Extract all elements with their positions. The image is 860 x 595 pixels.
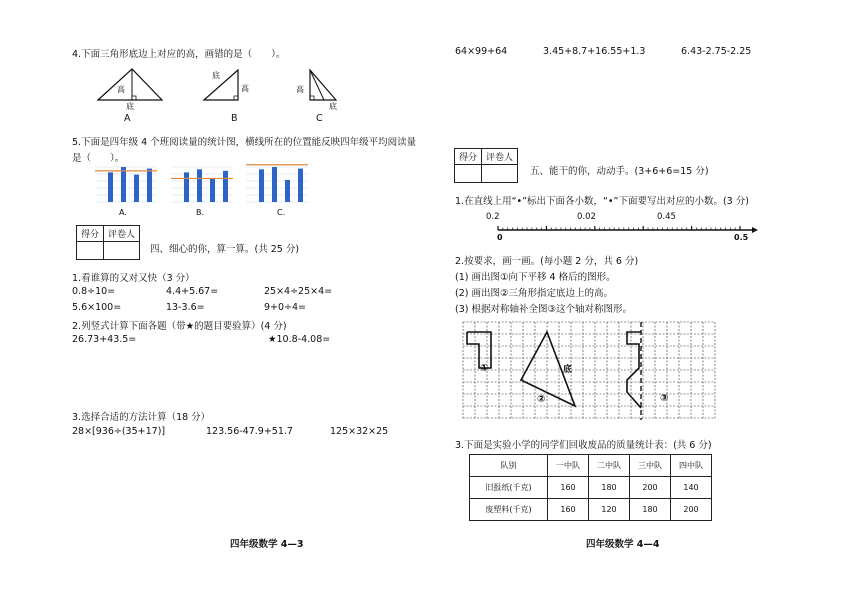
q1-title: 1.看谁算的又对又快（3 分） (72, 273, 195, 284)
r-q3-title: 3.下面是实验小学的同学们回收废品的质量统计表：(共 6 分) (455, 440, 712, 451)
bar (285, 180, 290, 202)
triangle-b-base-label: 底 (212, 71, 220, 80)
table-row (470, 477, 712, 499)
calc-item: 64×99+64 (455, 46, 508, 57)
bar (184, 172, 189, 202)
table-header-row (470, 455, 712, 477)
score-label: 得分 (77, 226, 104, 242)
q3-title: 3.选择合适的方法计算（18 分） (72, 412, 211, 423)
q5-choice-a: A. (119, 208, 127, 217)
triangle-a-base-label: 底 (126, 102, 134, 111)
triangle-a-figure (96, 66, 166, 106)
q1-item: 5.6×100= (72, 302, 122, 313)
r-q2-item: (3) 根据对称轴补全图③这个轴对称图形。 (455, 304, 632, 315)
numberline-start: 0 (497, 233, 503, 242)
axis-arrow (752, 227, 758, 233)
fig2-label: ② (537, 394, 546, 405)
table-cell: 180 (589, 477, 630, 499)
row-label: 旧报纸(千克) (470, 477, 548, 499)
bar-chart-a (95, 164, 157, 202)
q4-text: 4.下面三角形底边上对应的高，画错的是（ ）。 (72, 49, 286, 60)
table-cell: 120 (589, 499, 630, 521)
grader-label: 评卷人 (104, 226, 140, 242)
q5-line1: 5.下面是四年级 4 个班阅读量的统计图，横线所在的位置能反映四年级平均阅读量 (72, 137, 417, 148)
section4-title: 四、细心的你，算一算。(共 25 分) (150, 244, 300, 255)
bar (134, 175, 139, 202)
score-cell[interactable] (77, 242, 104, 260)
grader-label: 评卷人 (482, 149, 518, 165)
q2-item: 26.73+43.5= (72, 334, 137, 345)
table-cell: 200 (671, 499, 712, 521)
q3-item: 28×[936÷(35+17)] (72, 426, 166, 437)
header-cell: 四中队 (671, 455, 712, 477)
score-box-right (454, 148, 518, 183)
r-q2-item: (1) 画出图①向下平移 4 格后的图形。 (455, 272, 616, 283)
bar (223, 171, 228, 202)
score-cell[interactable] (455, 165, 482, 183)
row-label: 废塑料(千克) (470, 499, 548, 521)
triangle-b-height-label: 高 (241, 84, 249, 93)
q2-title: 2.列竖式计算下面各题（带★的题目要验算）(4 分) (72, 321, 287, 332)
table-cell: 180 (630, 499, 671, 521)
score-label: 得分 (455, 149, 482, 165)
table-row (470, 499, 712, 521)
score-box-left (76, 225, 140, 260)
q5-line2: 是（ ）。 (72, 153, 125, 164)
bar (121, 167, 126, 202)
fig1-label: ① (480, 363, 489, 374)
bar (298, 169, 303, 202)
triangle-c-figure (306, 68, 346, 104)
bar-chart-c (246, 164, 308, 202)
grader-cell[interactable] (482, 165, 518, 183)
numberline-end: 0.5 (734, 233, 749, 242)
r-q2-title: 2.按要求，画一画。(每小题 2 分，共 6 分) (455, 256, 639, 267)
q1-item: 9+0÷4= (264, 302, 307, 313)
q1-item: 25×4÷25×4= (264, 286, 333, 297)
footer-right: 四年级数学 4—4 (586, 539, 660, 550)
base-label: 底 (563, 365, 573, 375)
choice-a: A (124, 113, 131, 124)
choice-c: C (316, 113, 323, 124)
drawing-grid[interactable] (463, 322, 715, 420)
section5-title: 五、能干的你，动动手。(3+6+6=15 分) (530, 166, 709, 177)
bar (147, 169, 152, 202)
q1-item: 13-3.6= (166, 302, 205, 313)
numberline-label: 0.02 (577, 212, 596, 222)
footer-left: 四年级数学 4—3 (230, 539, 304, 550)
q1-item: 0.8÷10= (72, 286, 116, 297)
calc-item: 3.45+8.7+16.55+1.3 (543, 46, 646, 57)
q5-choice-b: B. (196, 208, 205, 217)
bar (210, 178, 215, 202)
bar (272, 167, 277, 202)
triangle-a-height-label: 高 (117, 85, 125, 94)
numberline-label: 0.45 (657, 212, 676, 222)
header-cell: 三中队 (630, 455, 671, 477)
q5-choice-c: C. (277, 208, 286, 217)
table-cell: 140 (671, 477, 712, 499)
table-cell: 160 (548, 477, 589, 499)
choice-b: B (231, 113, 238, 124)
q2-item: ★10.8-4.08= (268, 334, 331, 345)
r-q1-title: 1.在直线上用“•”标出下面各小数，“•”下面要写出对应的小数。(3 分) (455, 196, 749, 207)
bar (197, 169, 202, 202)
q3-item: 123.56-47.9+51.7 (206, 426, 293, 437)
table-cell: 160 (548, 499, 589, 521)
q1-item: 4.4+5.67= (166, 286, 219, 297)
calc-item: 6.43-2.75-2.25 (681, 46, 752, 57)
numberline-label: 0.2 (486, 212, 500, 222)
header-cell: 队别 (470, 455, 548, 477)
q3-item: 125×32×25 (330, 426, 389, 437)
header-cell: 一中队 (548, 455, 589, 477)
header-cell: 二中队 (589, 455, 630, 477)
bar-chart-b (171, 164, 233, 202)
triangle-c-base-label: 底 (329, 102, 337, 111)
triangle-c-height-label: 高 (296, 85, 304, 94)
r-q2-item: (2) 画出图②三角形指定底边上的高。 (455, 288, 613, 299)
waste-table (469, 454, 712, 521)
fig3-label: ③ (660, 393, 669, 404)
bar (259, 169, 264, 202)
number-line (490, 224, 760, 236)
grader-cell[interactable] (104, 242, 140, 260)
table-cell: 200 (630, 477, 671, 499)
bar (108, 172, 113, 202)
